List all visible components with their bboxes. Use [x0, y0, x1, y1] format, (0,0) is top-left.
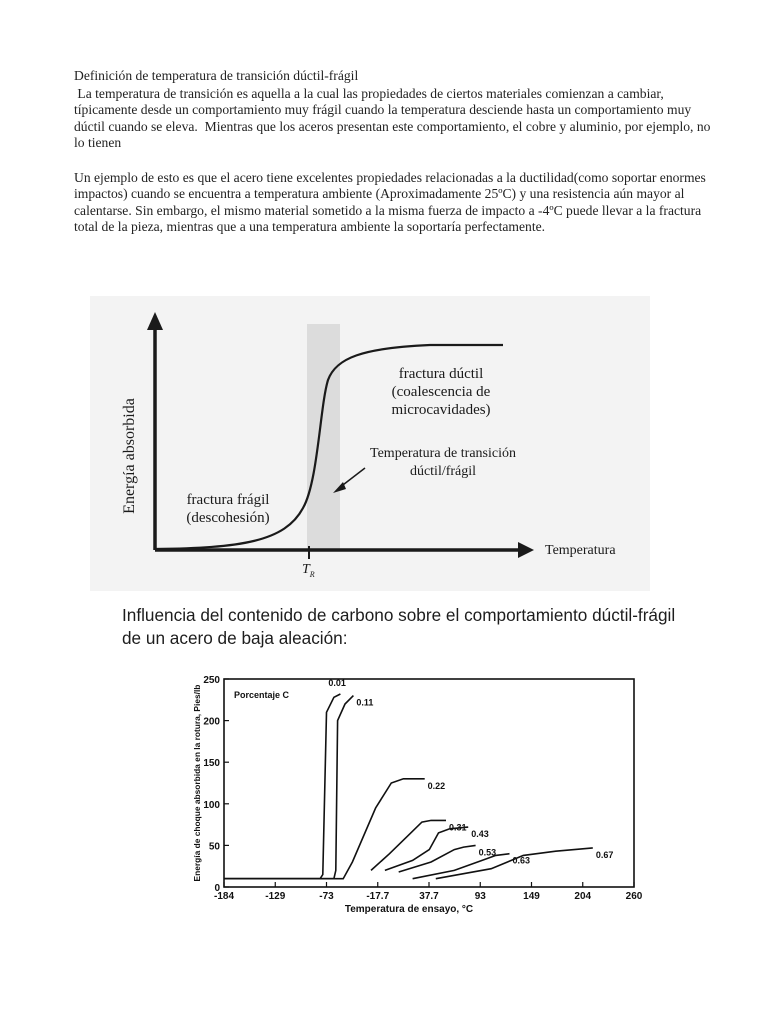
transition-schematic-figure — [90, 296, 650, 591]
y-tick-label: 250 — [203, 675, 220, 686]
x-axis-arrow-icon — [518, 542, 534, 558]
tr-label: $T_R$ — [302, 562, 315, 579]
series-label-0.22: 0.22 — [427, 780, 446, 791]
x-axis-label: Temperatura — [545, 543, 616, 558]
y-tick-label: 150 — [203, 758, 220, 770]
brittle-label-line1: fractura frágil — [186, 492, 270, 508]
series-line-0.31 — [371, 820, 446, 870]
y-axis-label: Energía absorbida — [121, 398, 138, 514]
ductile-label-line3: microcavidades) — [391, 402, 491, 418]
series-line-0.01 — [224, 694, 340, 879]
x-tick-label: 37.7 — [419, 891, 439, 902]
x-axis-label: Temperatura de ensayo, °C — [344, 904, 474, 915]
transition-label-line2: dúctil/frágil — [409, 464, 477, 479]
y-tick-label: 0 — [214, 883, 220, 894]
series-label-0.63: 0.63 — [512, 855, 531, 866]
series-label-0.31: 0.31 — [448, 822, 467, 833]
transition-band — [307, 324, 340, 550]
x-tick-label: -184 — [213, 891, 235, 902]
paragraph-steel-example — [74, 170, 714, 236]
x-tick-label: 260 — [625, 891, 643, 902]
paragraph-transition-definition — [74, 86, 714, 152]
series-label-0.11: 0.11 — [356, 697, 374, 708]
carbon-chart-title: Influencia del contenido de carbono sobre el comportamiento dúctil-frágil de un acero de baja aleación: — [122, 605, 676, 648]
ductile-label-line2: (coalescencia de — [391, 384, 491, 400]
series-line-0.11 — [224, 696, 353, 879]
x-tick-label: 93 — [474, 891, 486, 902]
paragraph-1-text: La temperatura de transición es aquella a la cual las propiedades de ciertos materiales comienzan a cambiar, típicamente desde un comportamiento muy frágil cuando la temperatura desciende hasta un comportamiento muy dúctil cuando se eleva. Mientras que los aceros presentan este comportamiento, el cobre y aluminio, por ejemplo, no lo tienen — [74, 86, 714, 151]
paragraph-2-text: Un ejemplo de esto es que el acero tiene excelentes propiedades relacionadas a la ductilidad(como soportar enormes impactos) cuando se encuentra a temperatura ambiente (Aproximadamente 25ºC) y una resistencia aún mayor al calentarse. Sin embargo, el mismo material sometido a la misma fuerza de impacto a -4ºC puede llevar a la fractura total de la pieza, mientras que a una temperatura ambiente la soportaría perfectamente. — [74, 170, 706, 235]
series-label-0.01: 0.01 — [328, 677, 346, 688]
legend-title: Porcentaje C — [234, 690, 290, 700]
series-label-0.67: 0.67 — [595, 849, 614, 860]
ductile-label-line1: fractura dúctil — [398, 366, 484, 382]
x-tick-label: -73 — [319, 891, 334, 902]
y-axis-label: Energía de choque absorbida en la rotura, Pies/lb — [192, 684, 202, 882]
document-heading — [74, 68, 714, 84]
y-axis-arrow-icon — [147, 312, 163, 330]
transition-schematic-svg — [90, 296, 650, 591]
x-tick-label: 149 — [523, 891, 540, 902]
transition-label-line1: Temperatura de transición — [370, 446, 516, 461]
series-label-0.43: 0.43 — [471, 829, 489, 840]
y-tick-label: 100 — [203, 799, 220, 811]
carbon-content-chart — [180, 668, 650, 928]
x-tick-label: -129 — [265, 891, 286, 902]
carbon-chart-svg — [180, 668, 650, 928]
y-tick-label: 200 — [203, 716, 220, 728]
series-label-0.53: 0.53 — [478, 847, 497, 858]
series-line-0.53 — [399, 845, 476, 872]
heading-text: Definición de temperatura de transición dúctil-frágil — [74, 68, 359, 83]
x-tick-label: 204 — [574, 891, 592, 902]
brittle-label-line2: (descohesión) — [186, 510, 270, 526]
x-tick-label: -17.7 — [366, 891, 390, 902]
y-tick-label: 50 — [208, 841, 220, 853]
